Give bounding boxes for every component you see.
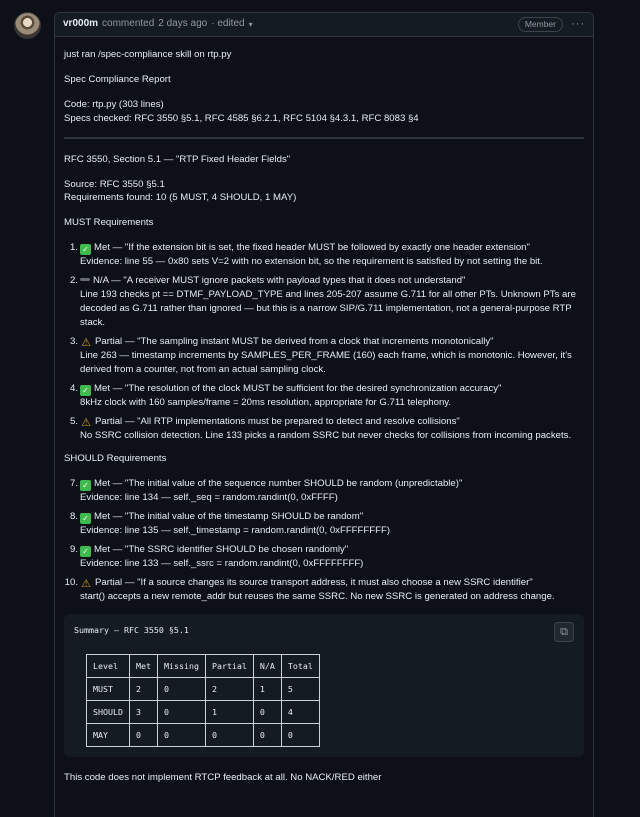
item-title: Partial — "If a source changes its source transport address, it must also choose a new SSRC identifier" (95, 577, 533, 589)
table-cell: 2 (129, 677, 157, 700)
item-title: Met — "The resolution of the clock MUST be sufficient for the desired synchronization accuracy" (94, 382, 502, 394)
item-title: N/A — "A receiver MUST ignore packets with payload types that it does not understand" (93, 275, 466, 287)
check-mark-icon: ✓ (80, 546, 91, 557)
requirement-item (64, 510, 584, 538)
item-detail: 8kHz clock with 160 samples/frame = 20ms resolution, appropriate for G.711 telephony. (80, 396, 452, 408)
section-source-info (64, 178, 584, 206)
footer-text: This code does not implement RTCP feedback at all. No NACK/RED either (64, 772, 382, 784)
item-detail: Evidence: line 133 — self._ssrc = random.randint(0, 0xFFFFFFFF) (80, 558, 364, 570)
item-title: Met — "If the extension bit is set, the fixed header MUST be followed by exactly one header extension" (94, 242, 530, 254)
table-cell: 2 (205, 677, 253, 700)
check-mark-icon: ✓ (80, 513, 91, 524)
table-header-cell: Level (87, 654, 130, 677)
table-cell: 0 (157, 677, 205, 700)
table-header-cell: Met (129, 654, 157, 677)
item-detail: Line 263 — timestamp increments by SAMPLES_PER_FRAME (160) each frame, which is monotonic. However, it's derived from a counter, not from an actual sampling clock. (80, 349, 572, 375)
section-source: Source: RFC 3550 §5.1 (64, 178, 165, 190)
table-row (87, 724, 320, 747)
table-cell: MUST (87, 677, 130, 700)
item-detail: No SSRC collision detection. Line 133 picks a random SSRC but never checks for collisions from incoming packets. (80, 429, 572, 441)
warning-icon: ⚠ (81, 416, 91, 429)
item-number: 4. (69, 382, 78, 394)
minus-icon (80, 278, 90, 281)
item-number: 3. (69, 335, 78, 347)
more-options-icon[interactable]: ··· (571, 17, 585, 30)
summary-table (86, 654, 320, 747)
table-cell: 0 (253, 700, 281, 723)
code-info (64, 98, 584, 126)
requirement-item (64, 576, 584, 604)
table-cell: 0 (281, 724, 319, 747)
item-number: 9. (69, 544, 78, 556)
item-title: Met — "The initial value of the timestamp SHOULD be random" (94, 511, 364, 523)
table-cell: 5 (281, 677, 319, 700)
check-mark-icon: ✓ (80, 244, 91, 255)
intro-line: just ran /spec-compliance skill on rtp.py (64, 49, 232, 60)
table-header-cell: Partial (205, 654, 253, 677)
table-header-cell: Missing (157, 654, 205, 677)
item-number: 1. (69, 242, 78, 254)
table-cell: 0 (157, 700, 205, 723)
item-number: 5. (69, 415, 78, 427)
copy-icon[interactable]: ⧉ (554, 622, 574, 642)
summary-title: Summary — RFC 3550 §5.1 (74, 624, 189, 635)
item-detail: Evidence: line 134 — self._seq = random.randint(0, 0xFFFF) (80, 492, 338, 504)
item-title: Met — "The SSRC identifier SHOULD be chosen randomly" (94, 544, 349, 556)
table-cell: 0 (253, 724, 281, 747)
table-cell: 3 (129, 700, 157, 723)
code-line: Code: rtp.py (303 lines) (64, 98, 164, 110)
item-title: Met — "The initial value of the sequence number SHOULD be random (unpredictable)" (94, 478, 463, 490)
requirement-item (64, 415, 584, 443)
item-detail: Line 193 checks pt == DTMF_PAYLOAD_TYPE and lines 205-207 assume G.711 for all other PTs. Unknown PTs are decoded as G.711 rather than ignored — but this is a narrow SIP/G.711 implementation, not a general-purpose RTP stack. (80, 289, 576, 328)
summary-code-block (64, 614, 584, 757)
requirement-item (64, 335, 584, 377)
check-mark-icon: ✓ (80, 480, 91, 491)
comment-action: commented (102, 18, 155, 30)
should-requirements-list (64, 477, 584, 604)
table-cell: SHOULD (87, 700, 130, 723)
table-header-row (87, 654, 320, 677)
comment-body (55, 37, 593, 785)
table-cell: 0 (157, 724, 205, 747)
report-title: Spec Compliance Report (64, 73, 171, 85)
requirement-item (64, 274, 584, 330)
divider (64, 137, 584, 139)
table-cell: 4 (281, 700, 319, 723)
table-cell: MAY (87, 724, 130, 747)
requirement-item (64, 543, 584, 571)
table-row (87, 677, 320, 700)
item-detail: Evidence: line 55 — 0x80 sets V=2 with no extension bit, so the requirement is satisfied by not setting the bit. (80, 256, 543, 268)
item-number: 10. (64, 577, 78, 589)
must-requirements-list (64, 241, 584, 442)
item-title: Partial — "The sampling instant MUST be derived from a clock that increments monotonically" (95, 335, 494, 347)
section-title: RFC 3550, Section 5.1 — "RTP Fixed Header Fields" (64, 153, 291, 165)
specs-line: Specs checked: RFC 3550 §5.1, RFC 4585 §6.2.1, RFC 5104 §4.3.1, RFC 8083 §4 (64, 112, 419, 124)
warning-icon: ⚠ (81, 336, 91, 349)
requirements-found: Requirements found: 10 (5 MUST, 4 SHOULD, 1 MAY) (64, 192, 297, 204)
table-header-cell: N/A (253, 654, 281, 677)
item-detail: start() accepts a new remote_addr but reuses the same SSRC. No new SSRC is generated on address change. (80, 591, 555, 603)
item-number: 8. (69, 511, 78, 523)
chevron-down-icon[interactable]: ▾ (248, 19, 253, 29)
table-row (87, 700, 320, 723)
table-header-cell: Total (281, 654, 319, 677)
author-link[interactable]: vr000m (63, 18, 99, 30)
requirement-item (64, 382, 584, 410)
must-heading: MUST Requirements (64, 217, 154, 229)
should-heading: SHOULD Requirements (64, 453, 167, 465)
check-mark-icon: ✓ (80, 385, 91, 396)
comment-header (55, 13, 593, 37)
table-cell: 1 (253, 677, 281, 700)
warning-icon: ⚠ (81, 578, 91, 591)
item-number: 7. (69, 478, 78, 490)
comment-timestamp[interactable]: 2 days ago (158, 18, 208, 30)
requirement-item (64, 477, 584, 505)
table-cell: 1 (205, 700, 253, 723)
table-cell: 0 (205, 724, 253, 747)
requirement-item (64, 241, 584, 269)
item-detail: Evidence: line 135 — self._timestamp = random.randint(0, 0xFFFFFFFF) (80, 525, 391, 537)
edited-indicator[interactable]: · edited (211, 18, 245, 30)
avatar[interactable] (14, 12, 41, 39)
item-number: 2. (69, 275, 78, 287)
item-title: Partial — "All RTP implementations must be prepared to detect and resolve collisions" (95, 415, 460, 427)
table-cell: 0 (129, 724, 157, 747)
member-badge: Member (518, 17, 563, 32)
comment-box (54, 12, 594, 817)
